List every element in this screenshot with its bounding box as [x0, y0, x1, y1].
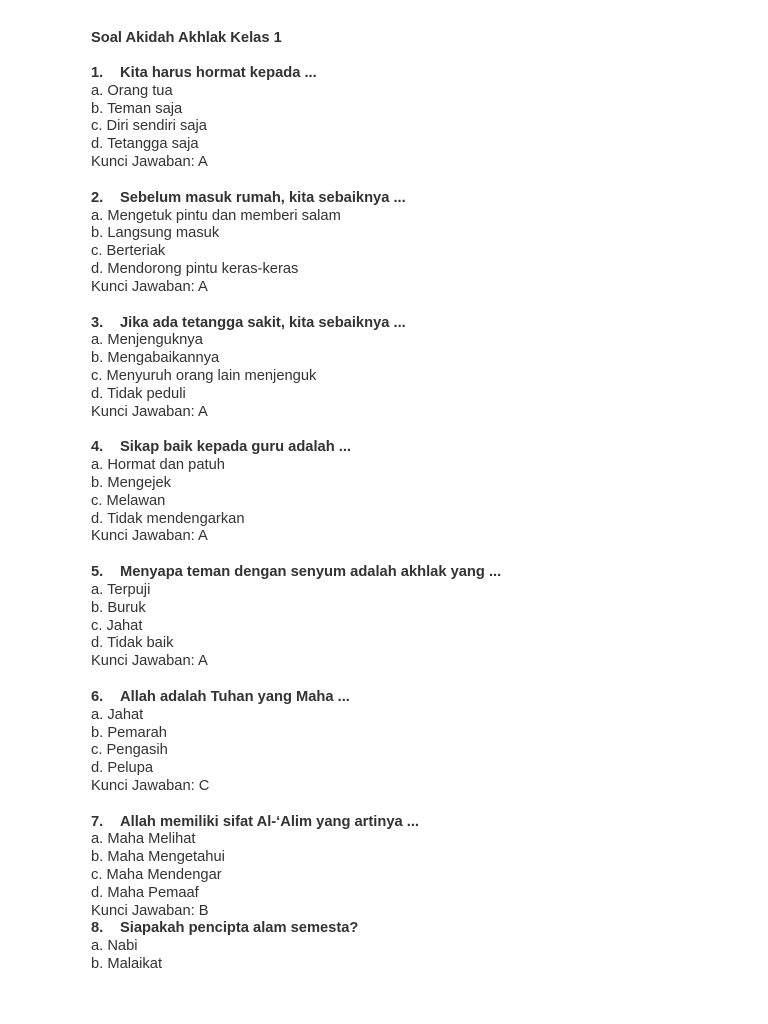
question-heading: [91, 315, 731, 333]
question-number: 3.: [91, 314, 104, 331]
option-d: d. Mendorong pintu keras-keras: [91, 260, 299, 277]
question-heading: [91, 190, 731, 208]
question-text: Sikap baik kepada guru adalah ...: [120, 439, 351, 456]
option-b: b. Pemarah: [91, 724, 167, 741]
option-a: a. Nabi: [91, 938, 138, 955]
option-b: b. Teman saja: [91, 100, 183, 117]
question-number: 6.: [91, 688, 104, 705]
option-d: d. Pelupa: [91, 760, 154, 777]
question-text: Siapakah pencipta alam semesta?: [120, 920, 359, 937]
option-b: b. Mengabaikannya: [91, 350, 220, 367]
question-number: 8.: [91, 920, 104, 937]
question-heading: [91, 439, 731, 457]
option-b: b. Malaikat: [91, 956, 163, 973]
question-heading: [91, 689, 731, 707]
option-c: c. Pengasih: [91, 742, 168, 759]
question-heading: [91, 65, 731, 83]
question-6: [91, 689, 731, 796]
question-8: [91, 920, 731, 973]
option-b: b. Buruk: [91, 599, 146, 616]
document-page: [91, 29, 731, 974]
option-b: b. Maha Mengetahui: [91, 849, 225, 866]
option-b: b. Langsung masuk: [91, 225, 220, 242]
question-4: [91, 439, 731, 546]
answer-key: Kunci Jawaban: A: [91, 403, 208, 420]
option-b: b. Mengejek: [91, 474, 172, 491]
answer-key: Kunci Jawaban: A: [91, 528, 208, 545]
question-3: [91, 315, 731, 422]
option-d: d. Tidak peduli: [91, 385, 186, 402]
option-a: a. Orang tua: [91, 82, 173, 99]
question-1: [91, 65, 731, 172]
option-a: a. Menjenguknya: [91, 332, 203, 349]
answer-key: Kunci Jawaban: A: [91, 653, 208, 670]
question-text: Menyapa teman dengan senyum adalah akhlak yang ...: [120, 564, 502, 581]
answer-key: Kunci Jawaban: C: [91, 777, 210, 794]
question-number: 1.: [91, 65, 104, 81]
answer-key: Kunci Jawaban: B: [91, 902, 209, 919]
question-text: Jika ada tetangga sakit, kita sebaiknya ...: [120, 314, 406, 331]
option-d: d. Tetangga saja: [91, 136, 199, 153]
question-number: 7.: [91, 813, 104, 830]
option-a: a. Mengetuk pintu dan memberi salam: [91, 207, 341, 224]
question-text: Kita harus hormat kepada ...: [120, 65, 317, 81]
option-a: a. Maha Melihat: [91, 831, 196, 848]
document-title: Soal Akidah Akhlak Kelas 1: [91, 30, 282, 46]
question-text: Allah adalah Tuhan yang Maha ...: [120, 688, 350, 705]
question-heading: [91, 564, 731, 582]
question-5: [91, 564, 731, 671]
option-c: c. Menyuruh orang lain menjenguk: [91, 367, 317, 384]
question-number: 5.: [91, 564, 104, 581]
option-d: d. Tidak mendengarkan: [91, 510, 245, 527]
option-c: c. Melawan: [91, 492, 166, 509]
question-7: [91, 814, 731, 921]
question-2: [91, 190, 731, 297]
question-heading: [91, 920, 731, 938]
option-c: c. Diri sendiri saja: [91, 118, 207, 135]
option-a: a. Jahat: [91, 706, 144, 723]
answer-key: Kunci Jawaban: A: [91, 278, 208, 295]
question-text: Allah memiliki sifat Al-‘Alim yang artinya ...: [120, 813, 419, 830]
option-a: a. Hormat dan patuh: [91, 457, 225, 474]
option-c: c. Berteriak: [91, 243, 166, 260]
option-d: d. Maha Pemaaf: [91, 884, 199, 901]
question-number: 2.: [91, 189, 104, 206]
question-heading: [91, 814, 731, 832]
question-number: 4.: [91, 439, 104, 456]
answer-key: Kunci Jawaban: A: [91, 153, 208, 170]
option-d: d. Tidak baik: [91, 635, 174, 652]
option-c: c. Jahat: [91, 617, 143, 634]
option-c: c. Maha Mendengar: [91, 867, 222, 884]
question-text: Sebelum masuk rumah, kita sebaiknya ...: [120, 189, 406, 206]
option-a: a. Terpuji: [91, 581, 151, 598]
